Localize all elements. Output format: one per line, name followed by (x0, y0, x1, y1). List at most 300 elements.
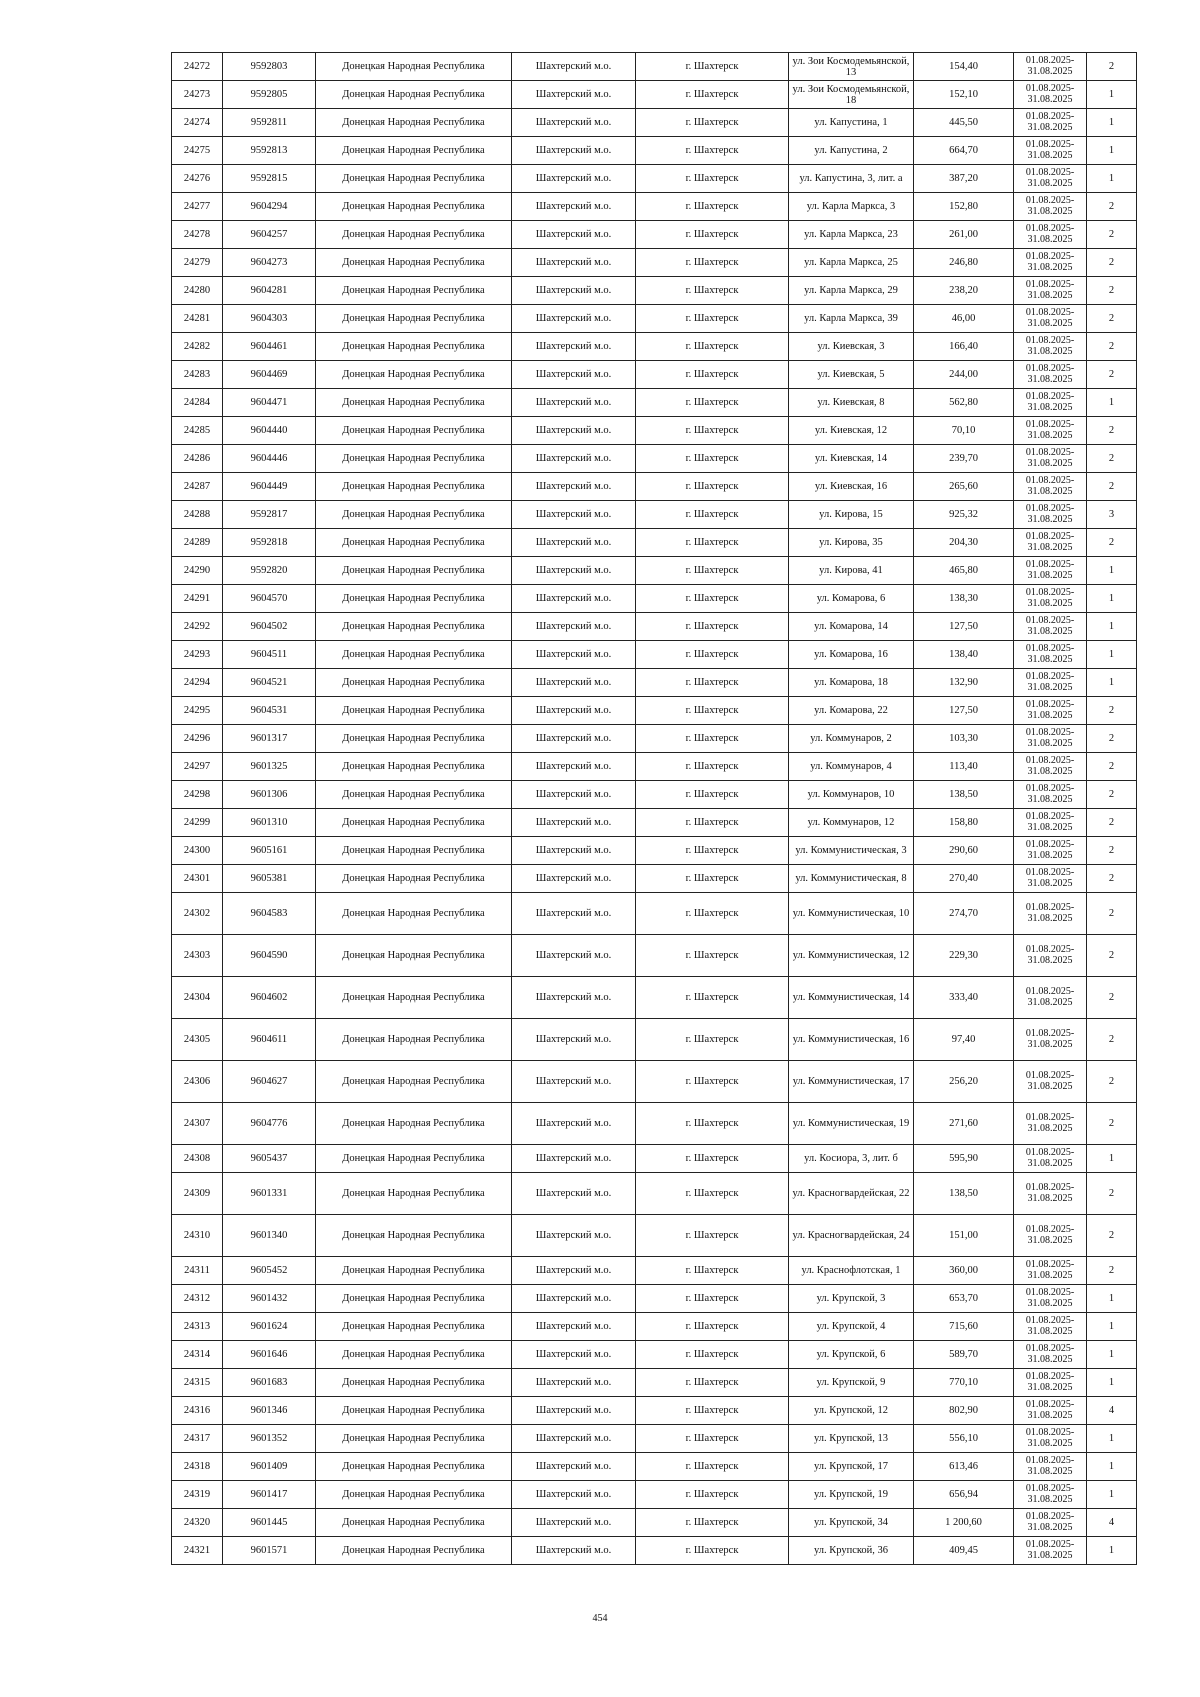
count-cell: 2 (1087, 753, 1137, 781)
period-cell: 01.08.2025-31.08.2025 (1014, 1173, 1087, 1215)
row-number-cell: 24295 (172, 697, 223, 725)
street-address-cell: ул. Киевская, 16 (789, 473, 914, 501)
area-cell: 152,10 (914, 81, 1014, 109)
street-address-cell: ул. Крупской, 9 (789, 1369, 914, 1397)
street-address-cell: ул. Капустина, 3, лит. а (789, 165, 914, 193)
period-cell: 01.08.2025-31.08.2025 (1014, 1215, 1087, 1257)
period-cell: 01.08.2025-31.08.2025 (1014, 109, 1087, 137)
region-cell: Донецкая Народная Республика (316, 1453, 512, 1481)
row-number-cell: 24319 (172, 1481, 223, 1509)
object-id-cell: 9605161 (223, 837, 316, 865)
row-number-cell: 24317 (172, 1425, 223, 1453)
registry-table (171, 52, 1137, 1565)
district-cell: Шахтерский м.о. (512, 1103, 636, 1145)
count-cell: 2 (1087, 221, 1137, 249)
area-cell: 138,40 (914, 641, 1014, 669)
row-number-cell: 24286 (172, 445, 223, 473)
area-cell: 127,50 (914, 697, 1014, 725)
district-cell: Шахтерский м.о. (512, 1215, 636, 1257)
region-cell: Донецкая Народная Республика (316, 529, 512, 557)
region-cell: Донецкая Народная Республика (316, 1397, 512, 1425)
area-cell: 387,20 (914, 165, 1014, 193)
table-row (172, 1019, 1137, 1061)
city-cell: г. Шахтерск (636, 1537, 789, 1565)
area-cell: 239,70 (914, 445, 1014, 473)
object-id-cell: 9604583 (223, 893, 316, 935)
object-id-cell: 9604294 (223, 193, 316, 221)
street-address-cell: ул. Киевская, 3 (789, 333, 914, 361)
region-cell: Донецкая Народная Республика (316, 53, 512, 81)
area-cell: 333,40 (914, 977, 1014, 1019)
district-cell: Шахтерский м.о. (512, 1397, 636, 1425)
row-number-cell: 24297 (172, 753, 223, 781)
period-cell: 01.08.2025-31.08.2025 (1014, 865, 1087, 893)
region-cell: Донецкая Народная Республика (316, 753, 512, 781)
district-cell: Шахтерский м.о. (512, 809, 636, 837)
street-address-cell: ул. Капустина, 2 (789, 137, 914, 165)
period-cell: 01.08.2025-31.08.2025 (1014, 935, 1087, 977)
area-cell: 664,70 (914, 137, 1014, 165)
count-cell: 2 (1087, 1103, 1137, 1145)
row-number-cell: 24276 (172, 165, 223, 193)
table-row (172, 1481, 1137, 1509)
area-cell: 715,60 (914, 1313, 1014, 1341)
row-number-cell: 24306 (172, 1061, 223, 1103)
row-number-cell: 24315 (172, 1369, 223, 1397)
table-row (172, 1341, 1137, 1369)
region-cell: Донецкая Народная Республика (316, 193, 512, 221)
row-number-cell: 24277 (172, 193, 223, 221)
object-id-cell: 9592805 (223, 81, 316, 109)
district-cell: Шахтерский м.о. (512, 193, 636, 221)
district-cell: Шахтерский м.о. (512, 893, 636, 935)
count-cell: 2 (1087, 529, 1137, 557)
period-cell: 01.08.2025-31.08.2025 (1014, 1481, 1087, 1509)
count-cell: 2 (1087, 53, 1137, 81)
region-cell: Донецкая Народная Республика (316, 221, 512, 249)
table-row (172, 361, 1137, 389)
city-cell: г. Шахтерск (636, 837, 789, 865)
count-cell: 2 (1087, 1173, 1137, 1215)
region-cell: Донецкая Народная Республика (316, 781, 512, 809)
row-number-cell: 24320 (172, 1509, 223, 1537)
table-row (172, 837, 1137, 865)
street-address-cell: ул. Краснофлотская, 1 (789, 1257, 914, 1285)
count-cell: 2 (1087, 725, 1137, 753)
area-cell: 127,50 (914, 613, 1014, 641)
row-number-cell: 24311 (172, 1257, 223, 1285)
count-cell: 2 (1087, 249, 1137, 277)
district-cell: Шахтерский м.о. (512, 305, 636, 333)
region-cell: Донецкая Народная Республика (316, 389, 512, 417)
district-cell: Шахтерский м.о. (512, 417, 636, 445)
city-cell: г. Шахтерск (636, 249, 789, 277)
period-cell: 01.08.2025-31.08.2025 (1014, 1509, 1087, 1537)
area-cell: 409,45 (914, 1537, 1014, 1565)
district-cell: Шахтерский м.о. (512, 837, 636, 865)
period-cell: 01.08.2025-31.08.2025 (1014, 1453, 1087, 1481)
period-cell: 01.08.2025-31.08.2025 (1014, 1257, 1087, 1285)
street-address-cell: ул. Коммунаров, 4 (789, 753, 914, 781)
district-cell: Шахтерский м.о. (512, 277, 636, 305)
district-cell: Шахтерский м.о. (512, 725, 636, 753)
area-cell: 154,40 (914, 53, 1014, 81)
street-address-cell: ул. Зои Космодемьянской, 13 (789, 53, 914, 81)
period-cell: 01.08.2025-31.08.2025 (1014, 249, 1087, 277)
street-address-cell: ул. Коммунаров, 2 (789, 725, 914, 753)
street-address-cell: ул. Крупской, 12 (789, 1397, 914, 1425)
street-address-cell: ул. Крупской, 17 (789, 1453, 914, 1481)
table-row (172, 781, 1137, 809)
area-cell: 556,10 (914, 1425, 1014, 1453)
city-cell: г. Шахтерск (636, 781, 789, 809)
table-row (172, 249, 1137, 277)
count-cell: 4 (1087, 1397, 1137, 1425)
period-cell: 01.08.2025-31.08.2025 (1014, 557, 1087, 585)
object-id-cell: 9592818 (223, 529, 316, 557)
region-cell: Донецкая Народная Республика (316, 1145, 512, 1173)
area-cell: 46,00 (914, 305, 1014, 333)
table-row (172, 277, 1137, 305)
street-address-cell: ул. Коммунистическая, 17 (789, 1061, 914, 1103)
table-row (172, 1145, 1137, 1173)
object-id-cell: 9604469 (223, 361, 316, 389)
row-number-cell: 24293 (172, 641, 223, 669)
period-cell: 01.08.2025-31.08.2025 (1014, 81, 1087, 109)
row-number-cell: 24301 (172, 865, 223, 893)
count-cell: 2 (1087, 781, 1137, 809)
row-number-cell: 24314 (172, 1341, 223, 1369)
city-cell: г. Шахтерск (636, 389, 789, 417)
table-row (172, 1285, 1137, 1313)
count-cell: 1 (1087, 1285, 1137, 1313)
city-cell: г. Шахтерск (636, 305, 789, 333)
page-number: 454 (592, 1613, 608, 1624)
region-cell: Донецкая Народная Республика (316, 473, 512, 501)
city-cell: г. Шахтерск (636, 1257, 789, 1285)
count-cell: 1 (1087, 557, 1137, 585)
object-id-cell: 9601306 (223, 781, 316, 809)
object-id-cell: 9604570 (223, 585, 316, 613)
district-cell: Шахтерский м.о. (512, 977, 636, 1019)
count-cell: 1 (1087, 1453, 1137, 1481)
object-id-cell: 9604449 (223, 473, 316, 501)
row-number-cell: 24281 (172, 305, 223, 333)
district-cell: Шахтерский м.о. (512, 249, 636, 277)
row-number-cell: 24291 (172, 585, 223, 613)
district-cell: Шахтерский м.о. (512, 1425, 636, 1453)
count-cell: 2 (1087, 473, 1137, 501)
row-number-cell: 24272 (172, 53, 223, 81)
period-cell: 01.08.2025-31.08.2025 (1014, 361, 1087, 389)
period-cell: 01.08.2025-31.08.2025 (1014, 529, 1087, 557)
region-cell: Донецкая Народная Республика (316, 1369, 512, 1397)
district-cell: Шахтерский м.о. (512, 1173, 636, 1215)
count-cell: 1 (1087, 81, 1137, 109)
object-id-cell: 9605381 (223, 865, 316, 893)
region-cell: Донецкая Народная Республика (316, 1019, 512, 1061)
row-number-cell: 24300 (172, 837, 223, 865)
street-address-cell: ул. Комарова, 22 (789, 697, 914, 725)
period-cell: 01.08.2025-31.08.2025 (1014, 1145, 1087, 1173)
period-cell: 01.08.2025-31.08.2025 (1014, 837, 1087, 865)
region-cell: Донецкая Народная Республика (316, 1257, 512, 1285)
city-cell: г. Шахтерск (636, 753, 789, 781)
city-cell: г. Шахтерск (636, 277, 789, 305)
area-cell: 770,10 (914, 1369, 1014, 1397)
table-row (172, 669, 1137, 697)
district-cell: Шахтерский м.о. (512, 1285, 636, 1313)
object-id-cell: 9604446 (223, 445, 316, 473)
row-number-cell: 24285 (172, 417, 223, 445)
count-cell: 4 (1087, 1509, 1137, 1537)
region-cell: Донецкая Народная Республика (316, 557, 512, 585)
count-cell: 2 (1087, 837, 1137, 865)
table-row (172, 809, 1137, 837)
street-address-cell: ул. Карла Маркса, 3 (789, 193, 914, 221)
object-id-cell: 9601352 (223, 1425, 316, 1453)
city-cell: г. Шахтерск (636, 53, 789, 81)
region-cell: Донецкая Народная Республика (316, 1061, 512, 1103)
city-cell: г. Шахтерск (636, 1453, 789, 1481)
street-address-cell: ул. Крупской, 34 (789, 1509, 914, 1537)
count-cell: 2 (1087, 193, 1137, 221)
region-cell: Донецкая Народная Республика (316, 445, 512, 473)
object-id-cell: 9604502 (223, 613, 316, 641)
district-cell: Шахтерский м.о. (512, 361, 636, 389)
area-cell: 244,00 (914, 361, 1014, 389)
city-cell: г. Шахтерск (636, 1145, 789, 1173)
region-cell: Донецкая Народная Республика (316, 305, 512, 333)
count-cell: 2 (1087, 935, 1137, 977)
count-cell: 1 (1087, 137, 1137, 165)
city-cell: г. Шахтерск (636, 1019, 789, 1061)
row-number-cell: 24312 (172, 1285, 223, 1313)
period-cell: 01.08.2025-31.08.2025 (1014, 977, 1087, 1019)
city-cell: г. Шахтерск (636, 445, 789, 473)
count-cell: 2 (1087, 333, 1137, 361)
count-cell: 2 (1087, 865, 1137, 893)
row-number-cell: 24290 (172, 557, 223, 585)
object-id-cell: 9604531 (223, 697, 316, 725)
region-cell: Донецкая Народная Республика (316, 501, 512, 529)
table-row (172, 1215, 1137, 1257)
area-cell: 271,60 (914, 1103, 1014, 1145)
city-cell: г. Шахтерск (636, 1481, 789, 1509)
object-id-cell: 9592803 (223, 53, 316, 81)
count-cell: 2 (1087, 1061, 1137, 1103)
city-cell: г. Шахтерск (636, 725, 789, 753)
period-cell: 01.08.2025-31.08.2025 (1014, 1397, 1087, 1425)
table-row (172, 613, 1137, 641)
city-cell: г. Шахтерск (636, 165, 789, 193)
city-cell: г. Шахтерск (636, 697, 789, 725)
city-cell: г. Шахтерск (636, 1509, 789, 1537)
object-id-cell: 9601325 (223, 753, 316, 781)
object-id-cell: 9605452 (223, 1257, 316, 1285)
object-id-cell: 9604440 (223, 417, 316, 445)
region-cell: Донецкая Народная Республика (316, 1285, 512, 1313)
period-cell: 01.08.2025-31.08.2025 (1014, 445, 1087, 473)
period-cell: 01.08.2025-31.08.2025 (1014, 137, 1087, 165)
period-cell: 01.08.2025-31.08.2025 (1014, 613, 1087, 641)
region-cell: Донецкая Народная Республика (316, 1341, 512, 1369)
region-cell: Донецкая Народная Республика (316, 1425, 512, 1453)
area-cell: 445,50 (914, 109, 1014, 137)
city-cell: г. Шахтерск (636, 809, 789, 837)
city-cell: г. Шахтерск (636, 641, 789, 669)
count-cell: 1 (1087, 669, 1137, 697)
object-id-cell: 9601445 (223, 1509, 316, 1537)
count-cell: 2 (1087, 445, 1137, 473)
street-address-cell: ул. Карла Маркса, 39 (789, 305, 914, 333)
district-cell: Шахтерский м.о. (512, 221, 636, 249)
row-number-cell: 24284 (172, 389, 223, 417)
district-cell: Шахтерский м.о. (512, 669, 636, 697)
street-address-cell: ул. Крупской, 19 (789, 1481, 914, 1509)
district-cell: Шахтерский м.о. (512, 333, 636, 361)
period-cell: 01.08.2025-31.08.2025 (1014, 165, 1087, 193)
table-row (172, 585, 1137, 613)
region-cell: Донецкая Народная Республика (316, 585, 512, 613)
street-address-cell: ул. Крупской, 3 (789, 1285, 914, 1313)
row-number-cell: 24302 (172, 893, 223, 935)
count-cell: 1 (1087, 109, 1137, 137)
row-number-cell: 24298 (172, 781, 223, 809)
region-cell: Донецкая Народная Республика (316, 1103, 512, 1145)
street-address-cell: ул. Коммунистическая, 3 (789, 837, 914, 865)
city-cell: г. Шахтерск (636, 1425, 789, 1453)
object-id-cell: 9604461 (223, 333, 316, 361)
period-cell: 01.08.2025-31.08.2025 (1014, 1425, 1087, 1453)
object-id-cell: 9604471 (223, 389, 316, 417)
city-cell: г. Шахтерск (636, 501, 789, 529)
street-address-cell: ул. Комарова, 14 (789, 613, 914, 641)
street-address-cell: ул. Зои Космодемьянской, 18 (789, 81, 914, 109)
count-cell: 2 (1087, 417, 1137, 445)
area-cell: 256,20 (914, 1061, 1014, 1103)
row-number-cell: 24289 (172, 529, 223, 557)
period-cell: 01.08.2025-31.08.2025 (1014, 1019, 1087, 1061)
row-number-cell: 24299 (172, 809, 223, 837)
period-cell: 01.08.2025-31.08.2025 (1014, 53, 1087, 81)
object-id-cell: 9601646 (223, 1341, 316, 1369)
period-cell: 01.08.2025-31.08.2025 (1014, 1061, 1087, 1103)
table-row (172, 333, 1137, 361)
table-row (172, 1313, 1137, 1341)
object-id-cell: 9592811 (223, 109, 316, 137)
district-cell: Шахтерский м.о. (512, 81, 636, 109)
region-cell: Донецкая Народная Республика (316, 1481, 512, 1509)
street-address-cell: ул. Коммунистическая, 19 (789, 1103, 914, 1145)
district-cell: Шахтерский м.о. (512, 109, 636, 137)
street-address-cell: ул. Коммунистическая, 12 (789, 935, 914, 977)
period-cell: 01.08.2025-31.08.2025 (1014, 1285, 1087, 1313)
region-cell: Донецкая Народная Республика (316, 277, 512, 305)
row-number-cell: 24309 (172, 1173, 223, 1215)
row-number-cell: 24307 (172, 1103, 223, 1145)
object-id-cell: 9605437 (223, 1145, 316, 1173)
object-id-cell: 9604776 (223, 1103, 316, 1145)
period-cell: 01.08.2025-31.08.2025 (1014, 417, 1087, 445)
period-cell: 01.08.2025-31.08.2025 (1014, 1313, 1087, 1341)
street-address-cell: ул. Комарова, 16 (789, 641, 914, 669)
district-cell: Шахтерский м.о. (512, 935, 636, 977)
city-cell: г. Шахтерск (636, 613, 789, 641)
period-cell: 01.08.2025-31.08.2025 (1014, 893, 1087, 935)
object-id-cell: 9601417 (223, 1481, 316, 1509)
city-cell: г. Шахтерск (636, 417, 789, 445)
row-number-cell: 24318 (172, 1453, 223, 1481)
region-cell: Донецкая Народная Республика (316, 109, 512, 137)
count-cell: 2 (1087, 893, 1137, 935)
area-cell: 138,50 (914, 1173, 1014, 1215)
count-cell: 2 (1087, 1215, 1137, 1257)
district-cell: Шахтерский м.о. (512, 1509, 636, 1537)
area-cell: 158,80 (914, 809, 1014, 837)
street-address-cell: ул. Косиора, 3, лит. б (789, 1145, 914, 1173)
row-number-cell: 24280 (172, 277, 223, 305)
count-cell: 2 (1087, 809, 1137, 837)
city-cell: г. Шахтерск (636, 473, 789, 501)
row-number-cell: 24279 (172, 249, 223, 277)
table-row (172, 81, 1137, 109)
city-cell: г. Шахтерск (636, 1369, 789, 1397)
period-cell: 01.08.2025-31.08.2025 (1014, 1537, 1087, 1565)
region-cell: Донецкая Народная Республика (316, 1537, 512, 1565)
district-cell: Шахтерский м.о. (512, 697, 636, 725)
area-cell: 274,70 (914, 893, 1014, 935)
area-cell: 589,70 (914, 1341, 1014, 1369)
row-number-cell: 24292 (172, 613, 223, 641)
region-cell: Донецкая Народная Республика (316, 697, 512, 725)
region-cell: Донецкая Народная Республика (316, 893, 512, 935)
street-address-cell: ул. Киевская, 5 (789, 361, 914, 389)
district-cell: Шахтерский м.о. (512, 753, 636, 781)
city-cell: г. Шахтерск (636, 935, 789, 977)
table-row (172, 109, 1137, 137)
row-number-cell: 24321 (172, 1537, 223, 1565)
city-cell: г. Шахтерск (636, 333, 789, 361)
table-row (172, 1103, 1137, 1145)
street-address-cell: ул. Комарова, 18 (789, 669, 914, 697)
count-cell: 2 (1087, 277, 1137, 305)
count-cell: 1 (1087, 165, 1137, 193)
region-cell: Донецкая Народная Республика (316, 837, 512, 865)
count-cell: 2 (1087, 361, 1137, 389)
row-number-cell: 24282 (172, 333, 223, 361)
period-cell: 01.08.2025-31.08.2025 (1014, 473, 1087, 501)
city-cell: г. Шахтерск (636, 1397, 789, 1425)
object-id-cell: 9604602 (223, 977, 316, 1019)
street-address-cell: ул. Киевская, 14 (789, 445, 914, 473)
area-cell: 246,80 (914, 249, 1014, 277)
table-row (172, 193, 1137, 221)
area-cell: 653,70 (914, 1285, 1014, 1313)
table-row (172, 893, 1137, 935)
area-cell: 113,40 (914, 753, 1014, 781)
city-cell: г. Шахтерск (636, 81, 789, 109)
street-address-cell: ул. Комарова, 6 (789, 585, 914, 613)
table-row (172, 753, 1137, 781)
object-id-cell: 9604590 (223, 935, 316, 977)
district-cell: Шахтерский м.о. (512, 1453, 636, 1481)
count-cell: 1 (1087, 389, 1137, 417)
period-cell: 01.08.2025-31.08.2025 (1014, 781, 1087, 809)
area-cell: 925,32 (914, 501, 1014, 529)
street-address-cell: ул. Коммунистическая, 16 (789, 1019, 914, 1061)
street-address-cell: ул. Красногвардейская, 24 (789, 1215, 914, 1257)
